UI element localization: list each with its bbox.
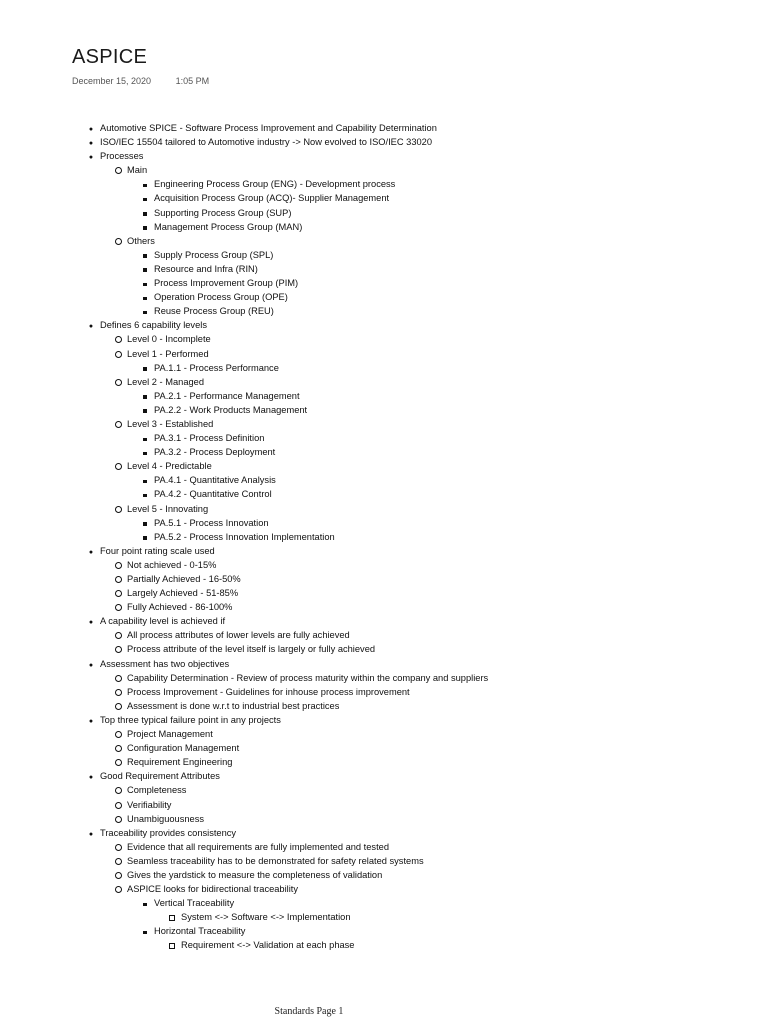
outline-item-level-2 [72,332,752,346]
outline-item-level-2 [72,586,752,600]
outline-item-level-4 [72,938,752,952]
outline-item-level-4 [72,910,752,924]
outline-item-text: Engineering Process Group (ENG) - Development process [154,179,396,190]
outline-item-level-2 [72,417,752,431]
outline-item-text: Level 3 - Established [127,418,214,429]
circle-bullet-icon [113,163,123,178]
square-bullet-icon [140,206,150,220]
disc-bullet-icon: ● [88,619,94,627]
outline-item-text: Evidence that all requirements are fully implemented and tested [127,841,390,852]
outline-item-level-1 [72,121,752,135]
outline-item-level-2 [72,699,752,713]
outline-item-level-2 [72,685,752,699]
circle-bullet-icon [113,642,123,657]
circle-bullet-icon [113,558,123,573]
outline-item-text: PA.5.2 - Process Innovation Implementation [154,531,335,542]
outline-item-level-3 [72,262,752,276]
note-metadata [72,76,209,86]
square-bullet-icon [140,473,150,487]
outline-item-level-2 [72,671,752,685]
circle-bullet-icon [113,868,123,883]
circle-bullet-icon [113,628,123,643]
circle-bullet-icon [113,854,123,869]
square-bullet-icon [140,290,150,304]
outline-item-level-3 [72,304,752,318]
outline-item-level-1 [72,713,752,727]
note-time: 1:05 PM [175,76,210,86]
circle-bullet-icon [113,417,123,432]
outline-item-text: Acquisition Process Group (ACQ)- Supplier Management [154,193,390,204]
outline-item-text: PA.5.1 - Process Innovation [154,517,269,528]
page-title: ASPICE [72,46,148,68]
outline-item-level-2 [72,783,752,797]
outline-item-text: Verifiability [127,799,172,810]
outline-item-level-1 [72,318,752,332]
square-bullet-icon [140,248,150,262]
outline-item-text: Others [127,235,155,246]
outline-item-text: System <-> Software <-> Implementation [181,912,351,923]
outline-item-level-3 [72,487,752,501]
square-bullet-icon [140,487,150,501]
outline-item-text: ISO/IEC 15504 tailored to Automotive industry -> Now evolved to ISO/IEC 33020 [100,137,433,148]
outline-item-level-2 [72,163,752,177]
circle-bullet-icon [113,699,123,714]
outline-item-text: Resource and Infra (RIN) [154,263,258,274]
outline-item-text: Traceability provides consistency [100,827,237,838]
circle-bullet-icon [113,502,123,517]
outline-item-text: Seamless traceability has to be demonstrated for safety related systems [127,855,424,866]
outline-item-text: PA.3.2 - Process Deployment [154,447,276,458]
square-bullet-icon [140,262,150,276]
outline-item-level-3 [72,248,752,262]
outline-item-text: Four point rating scale used [100,545,215,556]
outline-item-text: PA.1.1 - Process Performance [154,362,279,373]
outline-item-level-1 [72,826,752,840]
outline-item-level-2 [72,459,752,473]
outline-item-level-2 [72,755,752,769]
outline-item-level-2 [72,234,752,248]
outline-item-level-2 [72,375,752,389]
circle-bullet-icon [113,727,123,742]
outline-item-text: Requirement <-> Validation at each phase [181,940,355,951]
disc-bullet-icon: ● [88,830,94,838]
circle-bullet-icon [113,755,123,770]
outline-item-text: Process Improvement - Guidelines for inhouse process improvement [127,686,410,697]
outline-item-level-3 [72,276,752,290]
note-date: December 15, 2020 [72,76,152,86]
square-bullet-icon [140,403,150,417]
outline-item-text: Unambiguousness [127,813,205,824]
circle-bullet-icon [113,332,123,347]
outline-item-level-3 [72,361,752,375]
outline-item-text: A capability level is achieved if [100,616,226,627]
square-bullet-icon [140,276,150,290]
outline-item-level-1 [72,769,752,783]
disc-bullet-icon: ● [88,126,94,133]
circle-bullet-icon [113,459,123,474]
outline-item-text: Fully Achieved - 86-100% [127,602,233,613]
outline-item-text: PA.4.2 - Quantitative Control [154,489,272,500]
outline-item-text: Project Management [127,729,213,740]
disc-bullet-icon: ● [88,323,94,331]
circle-bullet-icon [113,234,123,249]
outline-item-text: Largely Achieved - 51-85% [127,588,239,599]
circle-bullet-icon [113,671,123,686]
outline-item-text: Assessment has two objectives [100,658,230,669]
outline-item-level-2 [72,628,752,642]
outline-item-level-2 [72,642,752,656]
outline-item-level-3 [72,389,752,403]
outline-item-level-3 [72,290,752,304]
outline-item-text: Operation Process Group (OPE) [154,292,288,303]
outline-item-text: Level 2 - Managed [127,376,205,387]
circle-bullet-icon [113,347,123,362]
square-bullet-icon [140,177,150,191]
outline-item-text: Level 1 - Performed [127,348,209,359]
outline-item-level-2 [72,741,752,755]
circle-bullet-icon [113,783,123,798]
square-bullet-icon [140,896,150,910]
outline-item-text: Vertical Traceability [154,898,235,909]
outline-item-text: Completeness [127,785,187,796]
circle-bullet-icon [113,685,123,700]
disc-bullet-icon: ● [88,717,94,725]
outline-item-level-3 [72,206,752,220]
outline-item-text: Gives the yardstick to measure the completeness of validation [127,869,383,880]
outline-item-level-2 [72,882,752,896]
square-bullet-icon [140,304,150,318]
disc-bullet-icon: ● [88,661,94,669]
outline-item-text: Requirement Engineering [127,757,233,768]
outline-item-text: Capability Determination - Review of process maturity within the company and suppliers [127,672,489,683]
outline-item-level-2 [72,840,752,854]
outline-item-level-1 [72,149,752,163]
outline-item-level-1 [72,657,752,671]
outline-item-level-2 [72,727,752,741]
circle-bullet-icon [113,882,123,897]
outline-item-level-2 [72,854,752,868]
outline-item-text: Configuration Management [127,743,240,754]
outline-item-level-2 [72,572,752,586]
outline-item-level-2 [72,868,752,882]
outline-item-level-2 [72,558,752,572]
outline-item-level-3 [72,403,752,417]
circle-bullet-icon [113,586,123,601]
outline-item-text: Supporting Process Group (SUP) [154,207,292,218]
outline-item-text: Process Improvement Group (PIM) [154,278,299,289]
outline-item-text: Automotive SPICE - Software Process Improvement and Capability Determination [100,123,437,133]
circle-bullet-icon [113,798,123,813]
outline-item-level-2 [72,502,752,516]
outline-item-text: Defines 6 capability levels [100,320,207,331]
square-bullet-icon [140,220,150,234]
outline-item-level-3 [72,220,752,234]
outline-item-level-3 [72,191,752,205]
outline-item-text: Supply Process Group (SPL) [154,249,274,260]
outline-item-text: Management Process Group (MAN) [154,221,303,232]
outline-item-text: Top three typical failure point in any projects [100,714,281,725]
square-bullet-icon [140,389,150,403]
outline-item-text: PA.4.1 - Quantitative Analysis [154,475,276,486]
circle-bullet-icon [113,572,123,587]
outline-item-level-3 [72,924,752,938]
circle-bullet-icon [113,741,123,756]
outline-item-level-3 [72,431,752,445]
outline-item-text: Horizontal Traceability [154,926,246,937]
outline-item-text: ASPICE looks for bidirectional traceability [127,884,299,895]
square-bullet-icon [140,530,150,544]
square-bullet-icon [140,445,150,459]
outline-item-text: Partially Achieved - 16-50% [127,574,241,584]
outline-item-text: All process attributes of lower levels are fully achieved [127,630,350,641]
circle-bullet-icon [113,600,123,615]
square-bullet-icon [140,361,150,375]
outline-item-level-3 [72,445,752,459]
outline-item-level-3 [72,177,752,191]
outline-item-level-2 [72,347,752,361]
outline-item-text: Reuse Process Group (REU) [154,306,274,317]
square-bullet-icon [140,516,150,530]
square-bullet-icon [140,924,150,938]
outline-item-text: Process attribute of the level itself is largely or fully achieved [127,644,376,655]
disc-bullet-icon: ● [88,548,94,556]
outline-item-text: PA.2.2 - Work Products Management [154,404,308,415]
outline-item-text: PA.2.1 - Performance Management [154,390,300,401]
outline-item-text: Assessment is done w.r.t to industrial best practices [127,700,340,711]
outline-item-text: Level 0 - Incomplete [127,334,211,345]
outline-item-level-1 [72,614,752,628]
hollow-square-bullet-icon [167,938,177,953]
disc-bullet-icon: ● [88,140,94,148]
square-bullet-icon [140,191,150,205]
outline-item-level-3 [72,530,752,544]
outline-item-text: Level 4 - Predictable [127,461,212,472]
outline-item-level-2 [72,812,752,826]
outline-item-text: Level 5 - Innovating [127,503,209,514]
outline-item-level-1 [72,544,752,558]
outline-item-text: Main [127,165,148,176]
disc-bullet-icon: ● [88,774,94,782]
outline-item-text: Not achieved - 0-15% [127,559,217,570]
outline-item-level-2 [72,798,752,812]
outline-item-level-3 [72,473,752,487]
circle-bullet-icon [113,375,123,390]
circle-bullet-icon [113,812,123,827]
hollow-square-bullet-icon [167,910,177,925]
outline-item-text: Good Requirement Attributes [100,771,220,782]
square-bullet-icon [140,431,150,445]
notes-outline [72,121,752,953]
outline-item-text: Processes [100,151,144,162]
outline-item-level-2 [72,600,752,614]
outline-item-text: PA.3.1 - Process Definition [154,433,265,444]
outline-item-level-1 [72,135,752,149]
outline-item-level-3 [72,516,752,530]
page-footer: Standards Page 1 [274,1006,344,1017]
circle-bullet-icon [113,840,123,855]
disc-bullet-icon: ● [88,154,94,162]
outline-item-level-3 [72,896,752,910]
